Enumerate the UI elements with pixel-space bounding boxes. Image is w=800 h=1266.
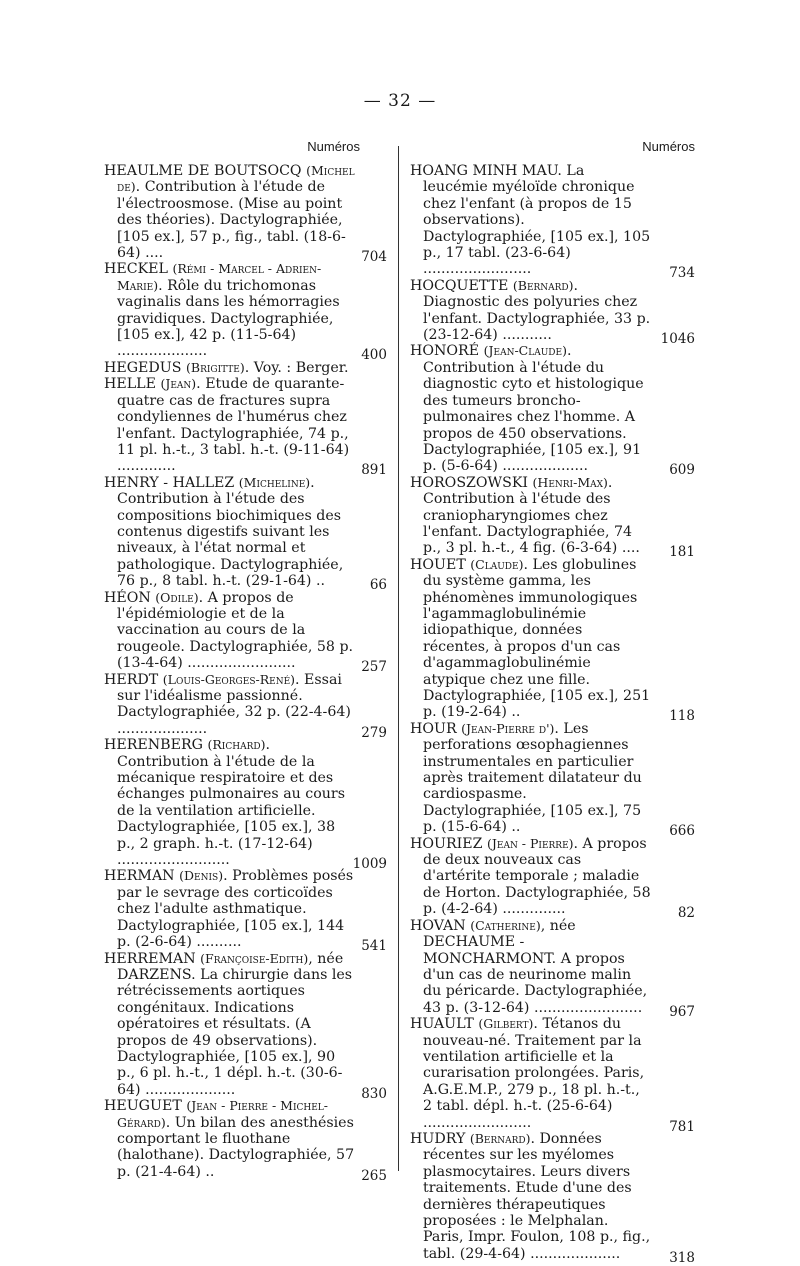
entry-body <box>104 261 387 359</box>
left-column-header <box>104 139 387 163</box>
author-surname: HOUET <box>410 556 466 573</box>
author-surname: HONORÉ <box>410 343 480 360</box>
numeros-label: Numéros <box>642 139 695 154</box>
entry-body <box>410 721 695 836</box>
entry-description: . A propos de l'épidémiologie et de la vaccination au cours de la rougeole. Dactylographiée, 58 p. (13-4-64) ........................ <box>117 589 354 672</box>
thesis-number: 66 <box>369 577 387 594</box>
entry-body <box>104 1098 387 1180</box>
entry-body <box>104 951 387 1099</box>
page-number: — 32 — <box>363 91 437 111</box>
entry-body <box>104 163 387 261</box>
thesis-number: 891 <box>361 462 387 479</box>
entry-description: , née DARZENS. La chirurgie dans les rétrécissements aortiques congénitaux. Indications opératoires et résultats. (A propos de 49 observations). Dactylographiée, [105 ex.], 90 p., 6 pl. h.-t., 1 dépl. h.-t. (30-6-64) .................... <box>117 950 353 1098</box>
entry-body <box>104 475 387 590</box>
author-surname: HERENBERG <box>104 737 203 754</box>
thesis-number: 704 <box>361 249 387 266</box>
thesis-number: 1046 <box>660 331 695 348</box>
author-given-names: (Bernard) <box>512 277 574 293</box>
author-given-names: (Jean-Pierre d') <box>461 720 555 736</box>
author-surname: HOUR <box>410 720 457 737</box>
author-surname: HOROSZOWSKI <box>410 474 529 491</box>
entry-body <box>410 475 695 557</box>
entry-body <box>104 672 387 738</box>
entry-body <box>104 376 387 474</box>
author-surname: HERREMAN <box>104 950 196 967</box>
entry-body <box>410 836 695 918</box>
bibliography-entry <box>104 163 387 266</box>
author-given-names: (Jean-Claude) <box>483 343 567 359</box>
entry-description: . Contribution à l'étude du diagnostic cyto et histologique des tumeurs broncho-pulmonaires chez l'homme. A propos de 450 observations. Dactylographiée, [105 ex.], 91 p. (5-6-64) ................... <box>423 343 644 475</box>
author-given-names: (Michel de) <box>117 163 355 195</box>
entry-description: . Voy. : Berger. <box>244 359 349 376</box>
thesis-number: 181 <box>669 544 695 561</box>
author-surname: HOCQUETTE <box>410 277 509 294</box>
bibliography-entry <box>104 376 387 479</box>
bibliography-entry <box>104 868 387 955</box>
entry-description: . Contribution à l'étude des compositions biochimiques des contenus digestifs suivant les niveaux, à l'état normal et pathologique. Dactylographiée, 76 p., 8 tabl. h.-t. (29-1-64) .. <box>117 474 344 590</box>
bibliography-entry <box>104 474 387 594</box>
author-given-names: (Micheline) <box>238 474 311 490</box>
left-column <box>104 139 387 1184</box>
author-given-names: (Claude) <box>470 556 524 572</box>
entry-description: . Les perforations œsophagiennes instrumentales en particulier après traitement dilatateur du cardiospasme. Dactylographiée, [105 ex.], 75 p. (15-6-64) .. <box>423 720 642 836</box>
bibliography-entry <box>410 917 695 1020</box>
entry-description: . Données récentes sur les myélomes plasmocytaires. Leurs divers traitements. Etude d'une des dernières thérapeutiques proposées : le Melphalan. Paris, Impr. Foulon, 108 p., fig., tabl. (29-4-64) .................... <box>423 1130 651 1262</box>
thesis-number: 541 <box>361 938 387 955</box>
author-surname: HEGEDUS <box>104 359 182 376</box>
bibliography-entry <box>410 474 695 561</box>
author-given-names: (Jean - Pierre) <box>486 835 574 851</box>
author-given-names: (Louis-Georges-René) <box>162 671 296 687</box>
entry-body <box>410 1016 695 1131</box>
right-column-header <box>410 139 695 163</box>
column-divider <box>398 146 399 1171</box>
thesis-number: 82 <box>677 905 695 922</box>
author-surname: HÉON <box>104 589 151 606</box>
thesis-number: 318 <box>669 1249 695 1266</box>
entry-description: . Problèmes posés par le sevrage des corticoïdes chez l'adulte asthmatique. Dactylographiée, [105 ex.], 144 p. (2-6-64) .......... <box>117 868 354 951</box>
author-given-names: (Brigitte) <box>186 359 245 375</box>
author-surname: HOANG MINH MAU <box>410 163 558 179</box>
thesis-number: 118 <box>669 708 695 725</box>
author-surname: HUAULT <box>410 1016 474 1033</box>
author-given-names: (Rémi - Marcel - Adrien-Marie) <box>117 261 322 293</box>
entry-description: . Etude de quarante-quatre cas de fractures supra condyliennes de l'humérus chez l'enfant. Dactylographiée, 74 p., 11 pl. h.-t., 3 tabl. h.-t. (9-11-64) ............. <box>117 376 350 475</box>
bibliography-entry <box>104 737 387 873</box>
entry-description: . Rôle du trichomonas vaginalis dans les hémorragies gravidiques. Dactylographiée, [105 ex.], 42 p. (11-5-64) .................... <box>117 277 340 360</box>
right-column <box>410 139 695 1266</box>
author-surname: HEAULME DE BOUTSOCQ <box>104 163 302 179</box>
entry-description: . Les globulines du système gamma, les phénomènes immunologiques l'agammaglobulinémie idiopathique, données récentes, à propos d'un cas d'agammaglobulinémie atypique chez une fille. Dactylographiée, [105 ex.], 251 p. (19-2-64) .. <box>423 556 651 721</box>
thesis-number: 257 <box>361 659 387 676</box>
bibliography-entry <box>410 1016 695 1135</box>
thesis-number: 967 <box>669 1003 695 1020</box>
bibliography-entry <box>104 360 387 376</box>
author-given-names: (Odile) <box>155 589 199 605</box>
author-given-names: (Richard) <box>207 737 266 753</box>
thesis-number: 609 <box>669 462 695 479</box>
author-given-names: (Jean) <box>160 376 197 392</box>
left-entry-list <box>104 163 387 1184</box>
entry-description: . A propos de deux nouveaux cas d'artérite temporale ; maladie de Horton. Dactylographiée, 58 p. (4-2-64) .............. <box>423 835 651 918</box>
thesis-number: 400 <box>361 347 387 364</box>
author-surname: HEUGUET <box>104 1098 182 1115</box>
bibliography-entry <box>104 1098 387 1184</box>
bibliography-entry <box>104 671 387 741</box>
bibliography-entry <box>410 556 695 725</box>
author-given-names: (Jean - Pierre - Michel-Gérard) <box>117 1098 329 1130</box>
author-surname: HERDT <box>104 671 159 688</box>
author-surname: HENRY - HALLEZ <box>104 474 235 491</box>
bibliography-entry <box>104 261 387 364</box>
author-surname: HUDRY <box>410 1130 466 1147</box>
bibliography-entry <box>410 343 695 479</box>
author-surname: HOVAN <box>410 917 466 934</box>
entry-body <box>410 163 695 278</box>
thesis-number: 781 <box>669 1118 695 1135</box>
author-surname: HECKEL <box>104 261 168 278</box>
entry-description: . Essai sur l'idéalisme passionné. Dactylographiée, 32 p. (22-4-64) .................... <box>117 671 351 737</box>
author-given-names: (Gilbert) <box>478 1016 534 1032</box>
thesis-number: 666 <box>669 823 695 840</box>
entry-description: . Contribution à l'étude de l'électroosmose. (Mise au point des théories). Dactylographiée, [105 ex.], 57 p., fig., tabl. (18-6-64) .... <box>117 179 346 262</box>
entry-description: . Contribution à l'étude de la mécanique respiratoire et des échanges pulmonaires au cours de la ventilation artificielle. Dactylographiée, [105 ex.], 38 p., 2 graph. h.-t. (17-12-64) ......................... <box>117 737 345 869</box>
numeros-label: Numéros <box>307 139 360 154</box>
author-surname: HELLE <box>104 376 156 393</box>
entry-body <box>104 360 387 376</box>
entry-body <box>410 557 695 721</box>
entry-description: . La leucémie myéloïde chronique chez l'enfant (à propos de 15 observations). Dactylographiée, [105 ex.], 105 p., 17 tabl. (23-6-64) ........................ <box>423 163 651 278</box>
author-given-names: (Françoise-Edith) <box>200 950 309 966</box>
entry-body <box>410 343 695 474</box>
thesis-number: 734 <box>669 265 695 282</box>
thesis-number: 1009 <box>352 856 387 873</box>
bibliography-entry <box>410 277 695 348</box>
bibliography-entry <box>410 163 695 282</box>
entry-description: . Un bilan des anesthésies comportant le fluothane (halothane). Dactylographiée, 57 p. (21-4-64) .. <box>117 1114 355 1180</box>
entry-description: . Contribution à l'étude des craniopharyngiomes chez l'enfant. Dactylographiée, 74 p., 3 pl. h.-t., 4 fig. (6-3-64) .... <box>423 474 640 557</box>
author-surname: HOURIEZ <box>410 835 483 852</box>
bibliography-entry <box>410 720 695 840</box>
entry-description: , née DECHAUME - MONCHARMONT. A propos d'un cas de neurinome malin du péricarde. Dactylographiée, 43 p. (3-12-64) ........................ <box>423 917 648 1016</box>
author-given-names: (Bernard) <box>469 1130 531 1146</box>
author-given-names: (Denis) <box>179 868 224 884</box>
entry-body <box>410 278 695 344</box>
entry-body <box>410 918 695 1016</box>
entry-body <box>104 590 387 672</box>
entry-body <box>410 1131 695 1262</box>
entry-description: . Diagnostic des polyuries chez l'enfant. Dactylographiée, 33 p. (23-12-64) ........... <box>423 277 651 344</box>
bibliography-entry <box>410 1130 695 1266</box>
bibliography-entry <box>410 835 695 922</box>
author-surname: HERMAN <box>104 868 175 885</box>
entry-body <box>104 868 387 950</box>
bibliography-entry <box>104 950 387 1102</box>
thesis-number: 279 <box>361 724 387 741</box>
right-entry-list <box>410 163 695 1266</box>
entry-body <box>104 737 387 868</box>
thesis-number: 830 <box>361 1085 387 1102</box>
author-given-names: (Catherine) <box>470 917 541 933</box>
author-given-names: (Henri-Max) <box>532 474 608 490</box>
thesis-number: 265 <box>361 1167 387 1184</box>
entry-description: . Tétanos du nouveau-né. Traitement par la ventilation artificielle et la curarisation prolongées. Paris, A.G.E.M.P., 279 p., 18 pl. h.-t., 2 tabl. dépl. h.-t. (25-6-64) ........................ <box>423 1016 645 1131</box>
bibliography-entry <box>104 589 387 676</box>
